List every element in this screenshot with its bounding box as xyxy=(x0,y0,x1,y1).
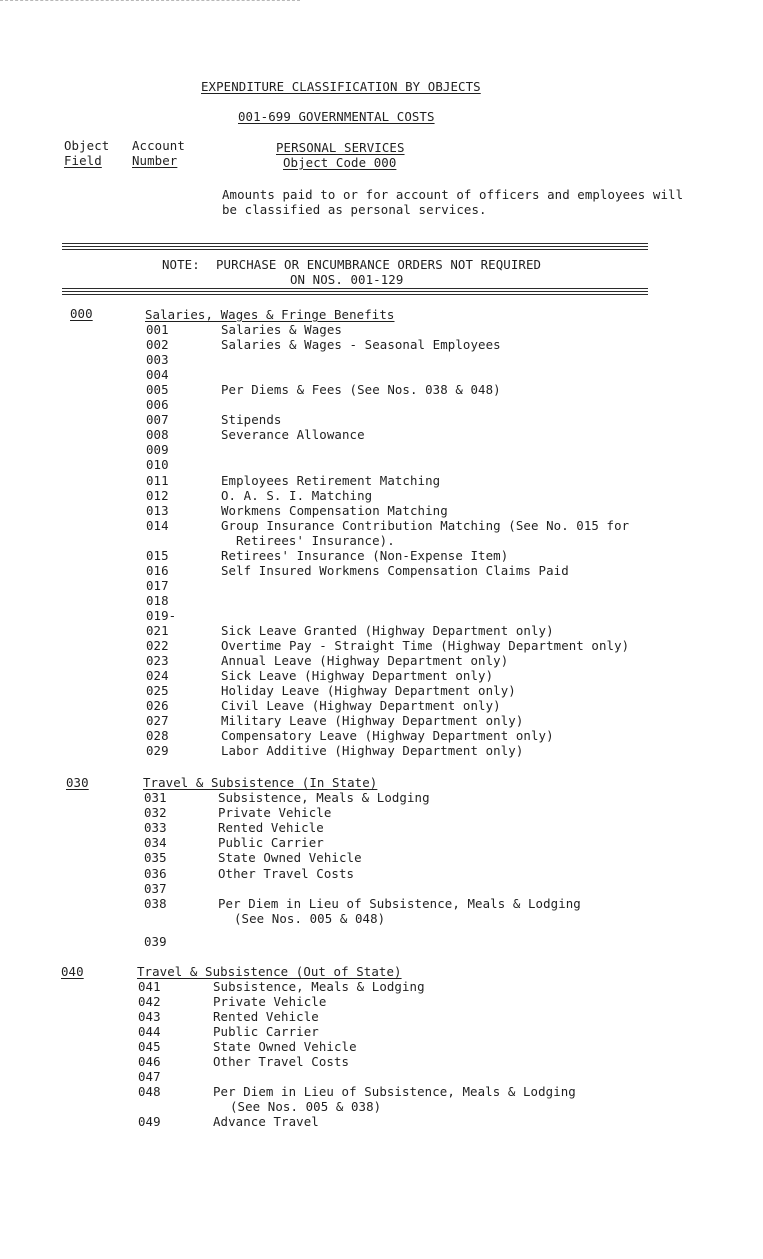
account-number: 001 xyxy=(146,322,169,337)
category-heading: PERSONAL SERVICES xyxy=(276,140,405,155)
account-number: 032 xyxy=(144,805,167,820)
account-description: Severance Allowance xyxy=(221,427,365,442)
account-number: 047 xyxy=(138,1069,161,1084)
account-description: Overtime Pay - Straight Time (Highway Department only) xyxy=(221,638,630,653)
account-number: 031 xyxy=(144,790,167,805)
account-number: 026 xyxy=(146,698,169,713)
account-number: 038 xyxy=(144,896,167,911)
account-number: 012 xyxy=(146,488,169,503)
account-number: 018 xyxy=(146,593,169,608)
account-description: Other Travel Costs xyxy=(218,866,355,881)
code-range-heading: 001-699 GOVERNMENTAL COSTS xyxy=(238,109,435,124)
account-number: 004 xyxy=(146,367,169,382)
account-number: 042 xyxy=(138,994,161,1009)
account-number: 005 xyxy=(146,382,169,397)
field-column-label: Field xyxy=(64,153,102,168)
account-description: Per Diem in Lieu of Subsistence, Meals & Lodging xyxy=(218,896,581,911)
account-number: 011 xyxy=(146,473,169,488)
account-number: 010 xyxy=(146,457,169,472)
account-number: 016 xyxy=(146,563,169,578)
account-description: Subsistence, Meals & Lodging xyxy=(218,790,430,805)
section-title: Travel & Subsistence (In State) xyxy=(143,775,378,790)
account-description: Military Leave (Highway Department only) xyxy=(221,713,524,728)
account-description: Workmens Compensation Matching xyxy=(221,503,448,518)
account-description: Private Vehicle xyxy=(218,805,332,820)
account-description: Employees Retirement Matching xyxy=(221,473,441,488)
account-description: Other Travel Costs xyxy=(213,1054,350,1069)
section-title: Salaries, Wages & Fringe Benefits xyxy=(145,307,395,322)
section-title: Travel & Subsistence (Out of State) xyxy=(137,964,402,979)
account-description: Rented Vehicle xyxy=(213,1009,319,1024)
object-field-code: 000 xyxy=(70,306,93,321)
note-rule-bottom-3 xyxy=(62,294,648,295)
account-column-label: Account xyxy=(132,138,185,153)
account-number: 008 xyxy=(146,427,169,442)
account-description: O. A. S. I. Matching xyxy=(221,488,373,503)
account-description: Sick Leave Granted (Highway Department only) xyxy=(221,623,554,638)
account-number: 037 xyxy=(144,881,167,896)
account-number: 027 xyxy=(146,713,169,728)
account-number: 046 xyxy=(138,1054,161,1069)
account-number: 015 xyxy=(146,548,169,563)
note-rule-bottom-1 xyxy=(62,288,648,289)
account-number: 048 xyxy=(138,1084,161,1099)
note-text-line-2: ON NOS. 001-129 xyxy=(290,272,404,287)
account-number: 022 xyxy=(146,638,169,653)
account-description: Salaries & Wages xyxy=(221,322,342,337)
account-description: Stipends xyxy=(221,412,282,427)
account-number: 007 xyxy=(146,412,169,427)
account-number: 013 xyxy=(146,503,169,518)
account-description: Per Diem in Lieu of Subsistence, Meals & Lodging xyxy=(213,1084,576,1099)
account-description: Annual Leave (Highway Department only) xyxy=(221,653,509,668)
account-number: 019- xyxy=(146,608,177,623)
account-description: Self Insured Workmens Compensation Claims Paid xyxy=(221,563,569,578)
category-description-line-2: be classified as personal services. xyxy=(222,202,487,217)
account-description: Labor Additive (Highway Department only) xyxy=(221,743,524,758)
note-rule-top-2 xyxy=(62,246,648,247)
account-description: Rented Vehicle xyxy=(218,820,324,835)
account-description: Civil Leave (Highway Department only) xyxy=(221,698,501,713)
account-number: 014 xyxy=(146,518,169,533)
account-number: 003 xyxy=(146,352,169,367)
account-description: Subsistence, Meals & Lodging xyxy=(213,979,425,994)
account-description: Public Carrier xyxy=(213,1024,319,1039)
object-field-code: 040 xyxy=(61,964,84,979)
account-number: 021 xyxy=(146,623,169,638)
category-description-line-1: Amounts paid to or for account of officers and employees will xyxy=(222,187,684,202)
account-description-continuation: (See Nos. 005 & 048) xyxy=(234,911,386,926)
account-description: Compensatory Leave (Highway Department only) xyxy=(221,728,554,743)
account-description-continuation: (See Nos. 005 & 038) xyxy=(230,1099,382,1114)
account-description-continuation: Retirees' Insurance). xyxy=(236,533,395,548)
account-number: 025 xyxy=(146,683,169,698)
object-column-label: Object xyxy=(64,138,110,153)
account-number: 035 xyxy=(144,850,167,865)
account-description: Public Carrier xyxy=(218,835,324,850)
account-description: Retirees' Insurance (Non-Expense Item) xyxy=(221,548,509,563)
note-text-line-1: PURCHASE OR ENCUMBRANCE ORDERS NOT REQUIRED xyxy=(216,257,542,272)
account-number: 009 xyxy=(146,442,169,457)
top-dashed-edge xyxy=(0,0,300,1)
account-number: 036 xyxy=(144,866,167,881)
account-description: Advance Travel xyxy=(213,1114,319,1129)
object-field-code: 030 xyxy=(66,775,89,790)
account-description: Per Diems & Fees (See Nos. 038 & 048) xyxy=(221,382,501,397)
account-number: 034 xyxy=(144,835,167,850)
account-description: State Owned Vehicle xyxy=(218,850,362,865)
account-number: 041 xyxy=(138,979,161,994)
note-rule-top-3 xyxy=(62,249,648,250)
account-number: 045 xyxy=(138,1039,161,1054)
account-number: 039 xyxy=(144,934,167,949)
account-number: 002 xyxy=(146,337,169,352)
account-number: 017 xyxy=(146,578,169,593)
account-number: 006 xyxy=(146,397,169,412)
account-number: 028 xyxy=(146,728,169,743)
account-description: Private Vehicle xyxy=(213,994,327,1009)
account-description: Salaries & Wages - Seasonal Employees xyxy=(221,337,501,352)
account-description: State Owned Vehicle xyxy=(213,1039,357,1054)
account-description: Group Insurance Contribution Matching (See No. 015 for xyxy=(221,518,630,533)
account-number: 033 xyxy=(144,820,167,835)
account-number: 029 xyxy=(146,743,169,758)
account-number: 043 xyxy=(138,1009,161,1024)
category-object-code: Object Code 000 xyxy=(283,155,397,170)
number-column-label: Number xyxy=(132,153,178,168)
account-description: Sick Leave (Highway Department only) xyxy=(221,668,494,683)
page-title: EXPENDITURE CLASSIFICATION BY OBJECTS xyxy=(201,79,481,94)
account-number: 023 xyxy=(146,653,169,668)
account-number: 044 xyxy=(138,1024,161,1039)
note-label: NOTE: xyxy=(162,257,200,272)
account-description: Holiday Leave (Highway Department only) xyxy=(221,683,516,698)
account-number: 024 xyxy=(146,668,169,683)
note-rule-bottom-2 xyxy=(62,291,648,292)
note-rule-top-1 xyxy=(62,243,648,244)
account-number: 049 xyxy=(138,1114,161,1129)
